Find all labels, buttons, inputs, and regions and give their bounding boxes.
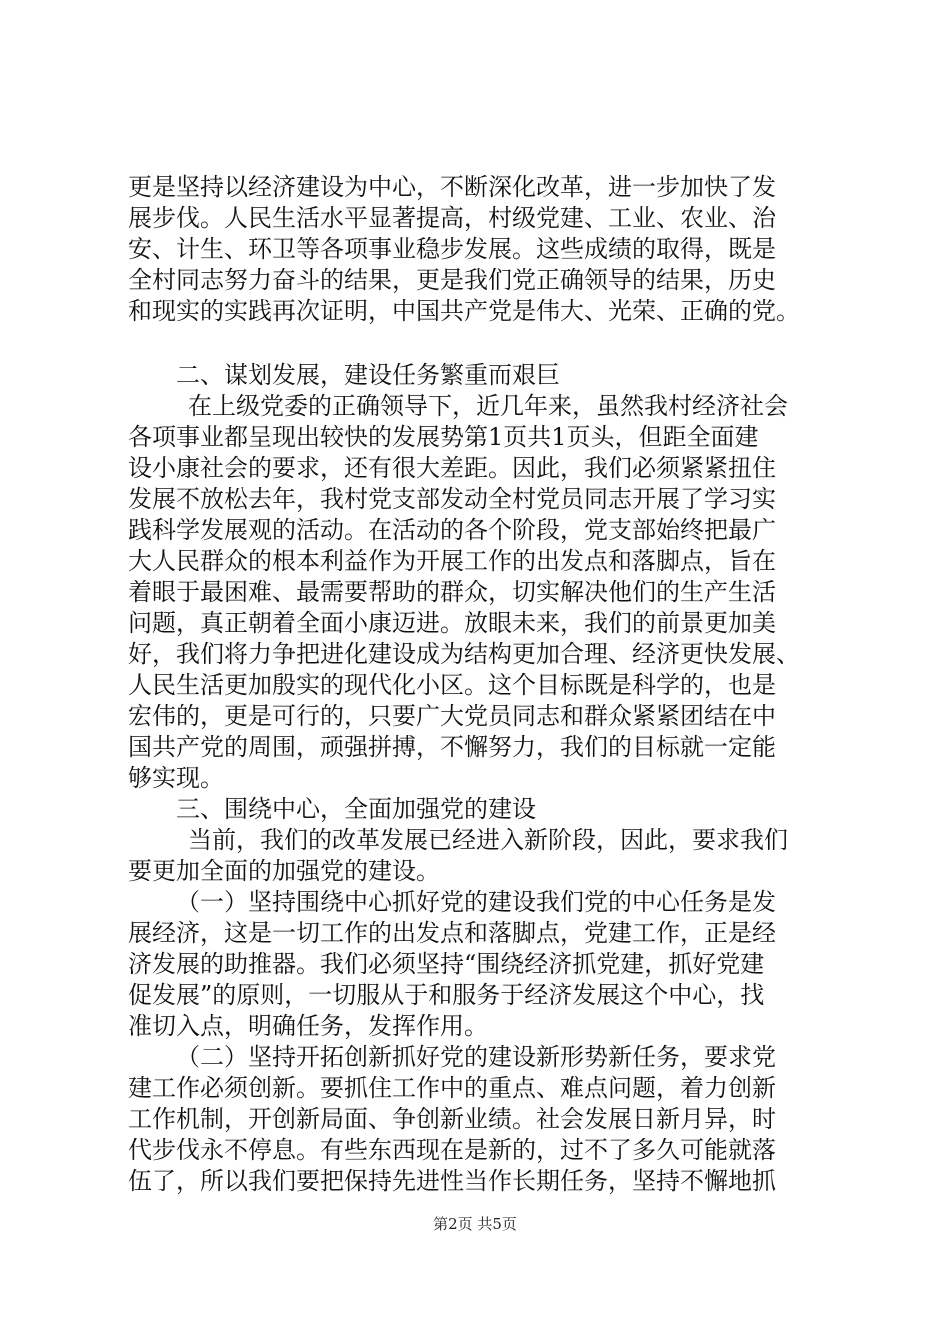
text-line: 发展不放松去年，我村党支部发动全村党员同志开展了学习实 xyxy=(128,485,776,513)
text-line: 在上级党委的正确领导下，近几年来，虽然我村经济社会 xyxy=(188,392,788,420)
text-line: 更是坚持以经济建设为中心，不断深化改革，进一步加快了发 xyxy=(128,173,776,201)
text-line: 济发展的助推器。我们必须坚持“围绕经济抓党建，抓好党建 xyxy=(128,950,765,978)
section-heading: 二、谋划发展，建设任务繁重而艰巨 xyxy=(176,361,560,389)
text-line: 工作机制，开创新局面、争创新业绩。社会发展日新月异，时 xyxy=(128,1105,776,1133)
text-line: 国共产党的周围，顽强拼搏，不懈努力，我们的目标就一定能 xyxy=(128,733,776,761)
text-line: 全村同志努力奋斗的结果，更是我们党正确领导的结果，历史 xyxy=(128,266,776,294)
text-line: 践科学发展观的活动。在活动的各个阶段，党支部始终把最广 xyxy=(128,516,776,544)
text-line: 各项事业都呈现出较快的发展势第1页共1页头，但距全面建 xyxy=(128,423,759,451)
text-line: 着眼于最困难、最需要帮助的群众，切实解决他们的生产生活 xyxy=(128,578,776,606)
subsection-line: （一）坚持围绕中心抓好党的建设我们党的中心任务是发 xyxy=(176,888,776,916)
text-line: 和现实的实践再次证明，中国共产党是伟大、光荣、正确的党。 xyxy=(128,297,800,325)
text-line: 建工作必须创新。要抓住工作中的重点、难点问题，着力创新 xyxy=(128,1074,776,1102)
paragraph-gap xyxy=(128,327,828,360)
text-line: 人民生活更加殷实的现代化小区。这个目标既是科学的，也是 xyxy=(128,671,776,699)
text-line: 够实现。 xyxy=(128,764,224,792)
text-line: 问题，真正朝着全面小康迈进。放眼未来，我们的前景更加美 xyxy=(128,609,776,637)
text-line: 安、计生、环卫等各项事业稳步发展。这些成绩的取得，既是 xyxy=(128,235,776,263)
text-line: 促发展”的原则，一切服从于和服务于经济发展这个中心，找 xyxy=(128,981,765,1009)
subsection-line: （二）坚持开拓创新抓好党的建设新形势新任务，要求党 xyxy=(176,1043,776,1071)
text-line: 当前，我们的改革发展已经进入新阶段，因此，要求我们 xyxy=(188,826,788,854)
text-line: 展步伐。人民生活水平显著提高，村级党建、工业、农业、治 xyxy=(128,204,776,232)
text-line: 设小康社会的要求，还有很大差距。因此，我们必须紧紧扭住 xyxy=(128,454,776,482)
text-line: 展经济，这是一切工作的出发点和落脚点，党建工作，正是经 xyxy=(128,919,776,947)
text-line: 好，我们将力争把进化建设成为结构更加合理、经济更快发展、 xyxy=(128,640,800,668)
page-number-footer: 第2页 共5页 xyxy=(433,1215,517,1233)
text-line: 伍了，所以我们要把保持先进性当作长期任务，坚持不懈地抓 xyxy=(128,1167,776,1195)
text-line: 代步伐永不停息。有些东西现在是新的，过不了多久可能就落 xyxy=(128,1136,776,1164)
text-line: 要更加全面的加强党的建设。 xyxy=(128,857,440,885)
text-line: 大人民群众的根本利益作为开展工作的出发点和落脚点，旨在 xyxy=(128,547,776,575)
section-heading: 三、围绕中心，全面加强党的建设 xyxy=(176,795,536,823)
document-body xyxy=(128,172,828,1197)
text-line: 准切入点，明确任务，发挥作用。 xyxy=(128,1012,488,1040)
text-line: 宏伟的，更是可行的，只要广大党员同志和群众紧紧团结在中 xyxy=(128,702,776,730)
